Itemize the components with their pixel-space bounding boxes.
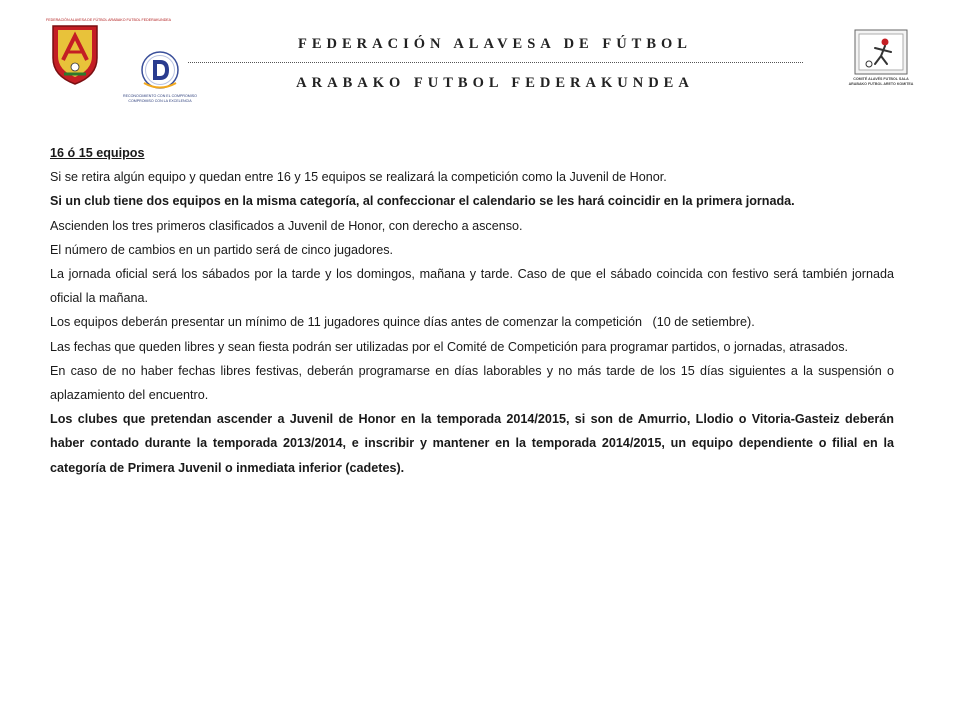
- paragraph-minimum-players: Los equipos deberán presentar un mínimo de 11 jugadores quince días antes de comenzar la competición (10 de setiembre).: [50, 315, 755, 330]
- badge-caption-1: RECONOCIMIENTO CON EL COMPROMISO: [123, 94, 197, 98]
- section-heading: 16 ó 15 equipos: [50, 146, 145, 160]
- paragraph-substitutions: El número de cambios en un partido será de cinco jugadores.: [50, 242, 394, 257]
- committee-caption-1: COMITÉ ALAVÉS FUTBOL SALA: [853, 77, 909, 81]
- federation-title-basque: ARABAKO FUTBOL FEDERAKUNDEA: [296, 75, 694, 91]
- futsal-player-icon: [847, 28, 915, 76]
- excellence-badge-logo: [124, 50, 196, 106]
- paragraph-withdrawal: Si se retira algún equipo y quedan entre 16 y 15 equipos se realizará la competición como la Juvenil de Honor.: [50, 170, 667, 185]
- paragraph-promotion-requirements: Los clubes que pretendan ascender a Juvenil de Honor en la temporada 2014/2015, si son de Amurrio, Llodio o Vitoria-Gasteiz deberán haber contado durante la temporada 2013/2014, e inscribir y mantener en la temporada 2014/2015, un equipo dependiente o filial en la categoría de Primera Juvenil o inmediata inferior (cadetes).: [50, 412, 894, 475]
- federation-title-spanish: FEDERACIÓN ALAVESA DE FÚTBOL: [298, 36, 692, 52]
- futsal-committee-logo: [847, 28, 915, 92]
- header-divider: [188, 62, 803, 63]
- committee-caption-2: ARABAKO FUTBOL ARETO KOMITEA: [848, 82, 914, 86]
- paragraph-weekdays: En caso de no haber fechas libres festivas, deberán programarse en días laborables y no más tarde de los 15 días siguientes a la suspensión o aplazamiento del encuentro.: [50, 363, 894, 403]
- crest-shield-icon: [50, 24, 100, 86]
- paragraph-promotion: Ascienden los tres primeros clasificados a Juvenil de Honor, con derecho a ascenso.: [50, 218, 523, 233]
- paragraph-matchday: La jornada oficial será los sábados por la tarde y los domingos, mañana y tarde. Caso de que el sábado coincida con festivo será también jornada oficial la mañana.: [50, 267, 894, 306]
- paragraph-free-dates: Las fechas que queden libres y sean fiesta podrán ser utilizadas por el Comité de Competición para programar partidos, o jornadas, atrasados.: [50, 339, 849, 354]
- d-badge-icon: [124, 50, 196, 94]
- badge-caption-2: COMPROMISO CON LA EXCELENCIA: [128, 99, 192, 103]
- federation-crest-logo: [46, 18, 172, 86]
- crest-caption: FEDERACIÓN ALAVESA DE FÚTBOL ARABAKO FUTBOL FEDERAKUNDEA: [46, 18, 172, 22]
- regulation-text: [50, 141, 894, 480]
- paragraph-two-teams: Si un club tiene dos equipos en la misma categoría, al confeccionar el calendario se les hará coincidir en la primera jornada.: [50, 194, 795, 209]
